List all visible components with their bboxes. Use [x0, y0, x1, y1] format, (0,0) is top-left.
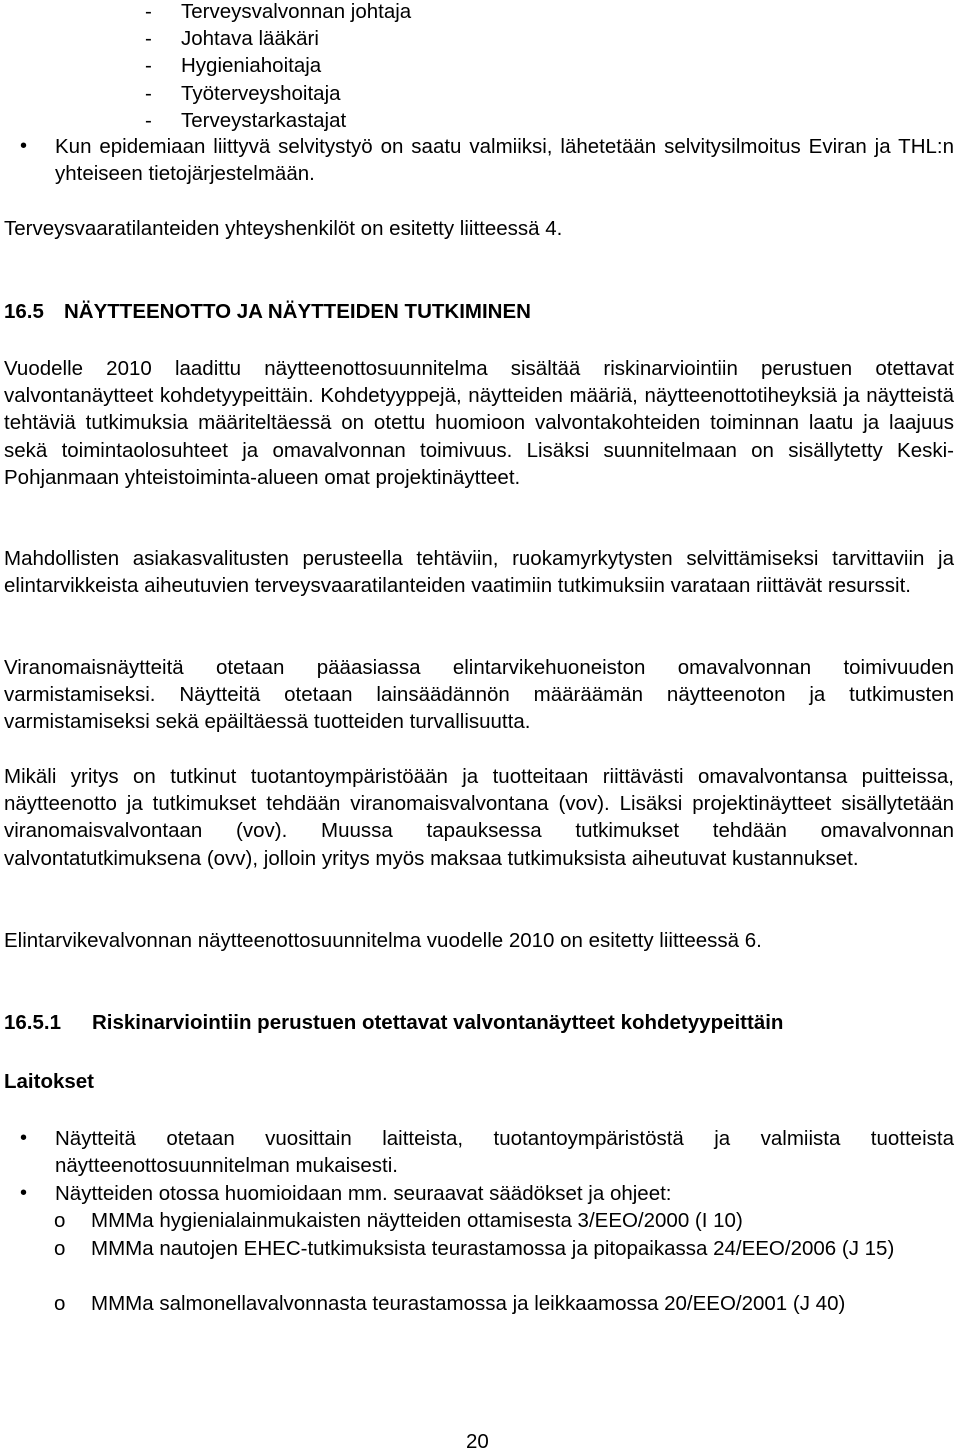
list-item [145, 0, 411, 25]
paragraph-own-control: Mikäli yritys on tutkinut tuotantoympäristöään ja tuotteitaan riittävästi omavalvontansa puitteissa, näytteenotto ja tutkimukset tehdään viranomaisvalvontana (vov). Lisäksi projektinäytteet sisällytetään viranomaisvalvontaan (vov). Muussa tapauksessa tutkimukset tehdään omavalvonnan valvontatutkimuksena (ovv), jolloin yritys myös maksaa tutkimuksista aiheutuvat kustannukset. [4, 765, 954, 870]
list-item-text: Hygieniahoitaja [181, 54, 322, 78]
subheading-laitokset [4, 1068, 94, 1095]
subheading-text: Laitokset [4, 1070, 94, 1093]
dash-marker: - [145, 54, 152, 78]
list-item [145, 107, 411, 134]
paragraph-contacts: Terveysvaaratilanteiden yhteyshenkilöt on esitetty liitteessä 4. [4, 217, 563, 240]
section-heading-16-5-1 [4, 1009, 783, 1036]
bullet-marker: • [20, 1182, 28, 1204]
paragraph-sampling-plan: Vuodelle 2010 laadittu näytteenottosuunnitelma sisältää riskinarviointiin perustuen otettavat valvontanäytteet kohdetyypeittäin. Kohdetyyppejä, näytteiden määriä, näytteenottotiheyksiä ja näytteistä tehtäviä tutkimuksia määriteltäessä on otettu huomioon valvontakohteiden toiminnan laatu ja laajuus sekä toimintaolosuhteet ja omavalvonnan toimivuus. Lisäksi suunnitelmaan on sisällytetty Keski-Pohjanmaan yhteistoiminta-alueen omat projektinäytteet. [4, 357, 954, 489]
bullet-item-annual-samples [4, 1125, 954, 1179]
paragraph-complaints: Mahdollisten asiakasvalitusten perusteella tehtäviin, ruokamyrkytysten selvittämiseksi tarvittaviin ja elintarvikkeista aiheutuvien terveysvaaratilanteiden vaatimiin tutkimuksiin varataan riittävät resurssit. [4, 547, 954, 598]
sub-item-regulation [4, 1290, 954, 1317]
sub-item-regulation [4, 1207, 954, 1234]
list-item [145, 52, 411, 79]
sub-item-text: MMMa hygienialainmukaisten näytteiden ottamisesta 3/EEO/2000 (I 10) [91, 1209, 743, 1232]
sub-marker: o [54, 1209, 66, 1232]
sub-marker: o [54, 1292, 66, 1315]
dash-marker: - [145, 27, 152, 51]
dash-marker: - [145, 81, 152, 105]
sub-marker: o [54, 1237, 66, 1260]
dash-marker: - [145, 108, 152, 132]
contact-role-list [145, 0, 411, 134]
bullet-item-epidemic-report [4, 133, 954, 187]
bullet-marker: • [20, 1127, 28, 1149]
section-title: Riskinarviointiin perustuen otettavat valvontanäytteet kohdetyypeittäin [92, 1011, 784, 1034]
bullet-marker: • [20, 135, 28, 157]
list-item-text: Terveysvalvonnan johtaja [181, 0, 412, 23]
list-item [145, 25, 411, 52]
bullet-text: Näytteiden otossa huomioidaan mm. seuraavat säädökset ja ohjeet: [55, 1182, 672, 1205]
bullet-text: Kun epidemiaan liittyvä selvitystyö on saatu valmiiksi, lähetetään selvitysilmoitus Eviran ja THL:n yhteiseen tietojärjestelmään. [55, 135, 954, 186]
paragraph-appendix-6: Elintarvikevalvonnan näytteenottosuunnitelma vuodelle 2010 on esitetty liitteessä 6. [4, 929, 762, 952]
list-item [145, 80, 411, 107]
section-heading-16-5 [4, 298, 531, 325]
bullet-text: Näytteitä otetaan vuosittain laitteista, tuotantoympäristöstä ja valmiista tuotteista näytteenottosuunnitelman mukaisesti. [55, 1127, 954, 1178]
dash-marker: - [145, 0, 152, 23]
sub-item-text: MMMa salmonellavalvonnasta teurastamossa ja leikkaamossa 20/EEO/2001 (J 40) [91, 1292, 846, 1315]
list-item-text: Terveystarkastajat [181, 108, 347, 132]
section-title: NÄYTTEENOTTO JA NÄYTTEIDEN TUTKIMINEN [64, 300, 531, 323]
sub-item-regulation [4, 1235, 954, 1262]
sub-item-text: MMMa nautojen EHEC-tutkimuksista teurastamossa ja pitopaikassa 24/EEO/2006 (J 15) [91, 1237, 895, 1260]
paragraph-official-samples: Viranomaisnäytteitä otetaan pääasiassa elintarvikehuoneiston omavalvonnan toimivuuden varmistamiseksi. Näytteitä otetaan lainsäädännön määräämän näytteenoton ja tutkimusten varmistamiseksi sekä epäiltäessä tuotteiden turvallisuutta. [4, 656, 954, 734]
page-number: 20 [466, 1430, 489, 1453]
list-item-text: Johtava lääkäri [181, 27, 319, 51]
bullet-item-regulations [4, 1180, 954, 1207]
list-item-text: Työterveyshoitaja [181, 81, 341, 105]
section-number: 16.5.1 [4, 1011, 61, 1034]
section-number: 16.5 [4, 300, 44, 323]
